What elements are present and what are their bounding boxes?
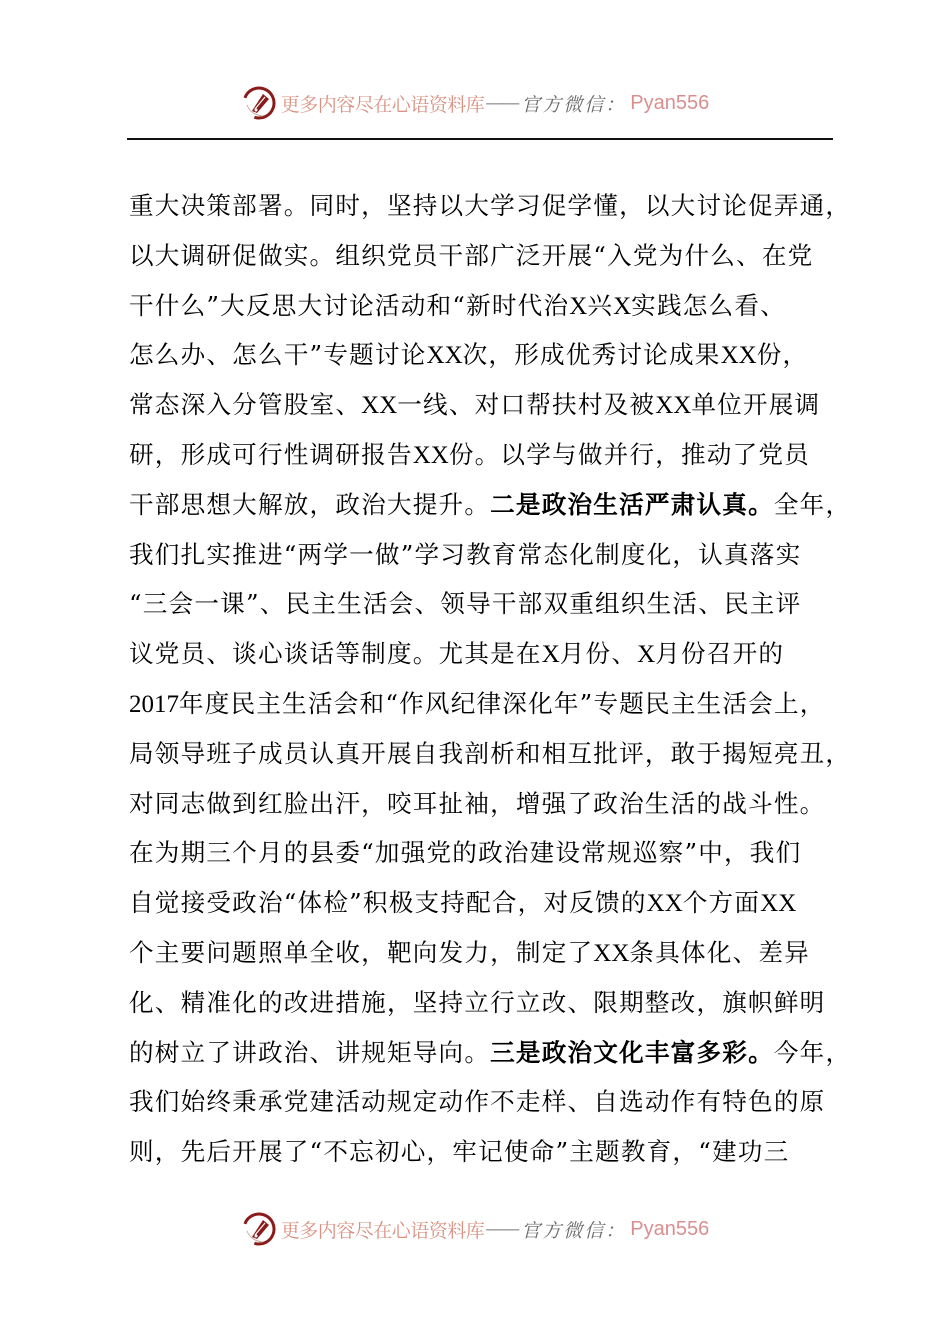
- pen-nib-logo-icon: [241, 85, 277, 121]
- text-line: [129, 380, 849, 430]
- text-line: [129, 231, 849, 281]
- banner-site-name: 更多内容尽在心语资料库: [280, 93, 485, 116]
- text-run: 我们始终秉承党建活动规定动作不走样、自选动作有特色的原: [129, 1087, 826, 1117]
- text-run: 重大决策部署。同时，坚持以大学习促学懂，以大讨论促弄通，: [129, 191, 852, 220]
- banner-wechat-id: Pyan556: [630, 1217, 710, 1240]
- bold-heading-run: 三是政治文化丰富多彩。: [490, 1037, 774, 1067]
- text-run: X: [613, 292, 632, 320]
- text-line: [129, 878, 849, 928]
- text-run: 干部思想大解放，政治大提升。: [129, 489, 491, 519]
- text-run: XX: [760, 890, 797, 918]
- header-banner: [241, 85, 710, 121]
- text-run: 化、精准化的改进措施，坚持立行立改、限期整改，旗帜鲜明: [129, 987, 826, 1017]
- document-body: [129, 181, 852, 1177]
- text-line: [129, 530, 849, 580]
- text-run: 议党员、谈心谈话等制度。尤其是在: [129, 639, 542, 669]
- text-line: [129, 629, 849, 679]
- text-line: [129, 1028, 852, 1078]
- text-run: 个方面: [682, 888, 761, 918]
- banner-dash: ——: [485, 92, 518, 114]
- text-run: 月份、: [559, 639, 638, 669]
- text-run: 研，形成可行性调研报告: [129, 439, 413, 469]
- text-run: 月份召开的: [655, 639, 785, 669]
- text-run: 在为期三个月的县委“加强党的政治建设常规巡察”中，我们: [129, 838, 802, 868]
- text-run: 则，先后开展了“不忘初心，牢记使命”主题教育，“建功三: [129, 1137, 790, 1167]
- text-run: 次，形成优秀讨论成果: [462, 340, 721, 370]
- text-run: 以大调研促做实。组织党员干部广泛开展“入党为什么、在党: [129, 240, 814, 270]
- text-run: 2017: [129, 690, 179, 718]
- banner-wechat-label: 官方微信：: [521, 1219, 627, 1242]
- text-run: X: [637, 641, 656, 669]
- text-run: 条具体化、差异: [629, 937, 810, 967]
- text-line: [129, 828, 849, 878]
- text-line: [129, 1127, 849, 1177]
- text-run: 干什么”大反思大讨论活动和“新时代治: [129, 290, 570, 320]
- banner-wechat-label: 官方微信：: [521, 93, 627, 116]
- text-run: 我们扎实推进“两学一做”学习教育常态化制度化，认真落实: [129, 539, 802, 569]
- text-run: XX: [426, 342, 463, 370]
- text-run: XX: [412, 441, 449, 469]
- text-run: “三会一课”、民主生活会、领导干部双重组织生活、民主评: [129, 589, 802, 619]
- banner-dash: ——: [485, 1218, 518, 1240]
- banner-wechat-id: Pyan556: [630, 91, 710, 114]
- page-header: [0, 83, 950, 123]
- page-footer: [0, 1209, 950, 1249]
- text-line: [129, 928, 849, 978]
- header-divider: [127, 138, 833, 140]
- text-run: X: [569, 292, 588, 320]
- text-run: 个主要问题照单全收，靶向发力，制定了: [129, 937, 594, 967]
- text-line: [129, 978, 849, 1028]
- bold-heading-run: 二是政治生活严肃认真。: [490, 489, 774, 519]
- text-line: [129, 281, 849, 331]
- text-run: 常态深入分管股室、: [129, 390, 362, 420]
- text-line: [129, 779, 849, 829]
- text-run: XX: [720, 342, 757, 370]
- text-run: 局领导班子成员认真开展自我剖析和相互批评，敢于揭短亮丑，: [129, 738, 852, 768]
- text-run: 单位开展调: [691, 390, 821, 420]
- text-run: 的树立了讲政治、讲规矩导向。: [129, 1037, 491, 1067]
- text-run: 全年，: [773, 489, 852, 519]
- text-run: 兴: [587, 290, 614, 320]
- text-line: [129, 181, 852, 231]
- text-line: [129, 729, 852, 779]
- text-run: 怎么办、怎么干”专题讨论: [129, 340, 427, 370]
- text-run: 份。以学与做并行，推动了党员: [448, 439, 810, 469]
- text-run: 实践怎么看、: [631, 290, 786, 320]
- text-run: X: [541, 641, 560, 669]
- text-run: XX: [361, 392, 398, 420]
- pen-nib-logo-icon: [241, 1211, 277, 1247]
- text-run: 一线、对口帮扶村及被: [397, 390, 656, 420]
- text-line: [129, 1077, 849, 1127]
- text-run: XX: [646, 890, 683, 918]
- text-run: XX: [655, 392, 692, 420]
- text-run: 年度民主生活会和“作风纪律深化年”专题民主生活会上，: [179, 688, 826, 718]
- text-run: 份，: [756, 340, 809, 370]
- text-run: 自觉接受政治“体检”积极支持配合，对反馈的: [129, 888, 647, 918]
- text-line: [129, 579, 849, 629]
- text-line: [129, 330, 849, 380]
- text-line: [129, 430, 849, 480]
- footer-banner: [241, 1211, 710, 1247]
- text-run: 今年，: [773, 1037, 852, 1067]
- text-run: XX: [593, 939, 630, 967]
- text-run: 对同志做到红脸出汗，咬耳扯袖，增强了政治生活的战斗性。: [129, 788, 826, 818]
- text-line: [129, 480, 852, 530]
- text-line: [129, 679, 849, 729]
- banner-site-name: 更多内容尽在心语资料库: [280, 1219, 485, 1242]
